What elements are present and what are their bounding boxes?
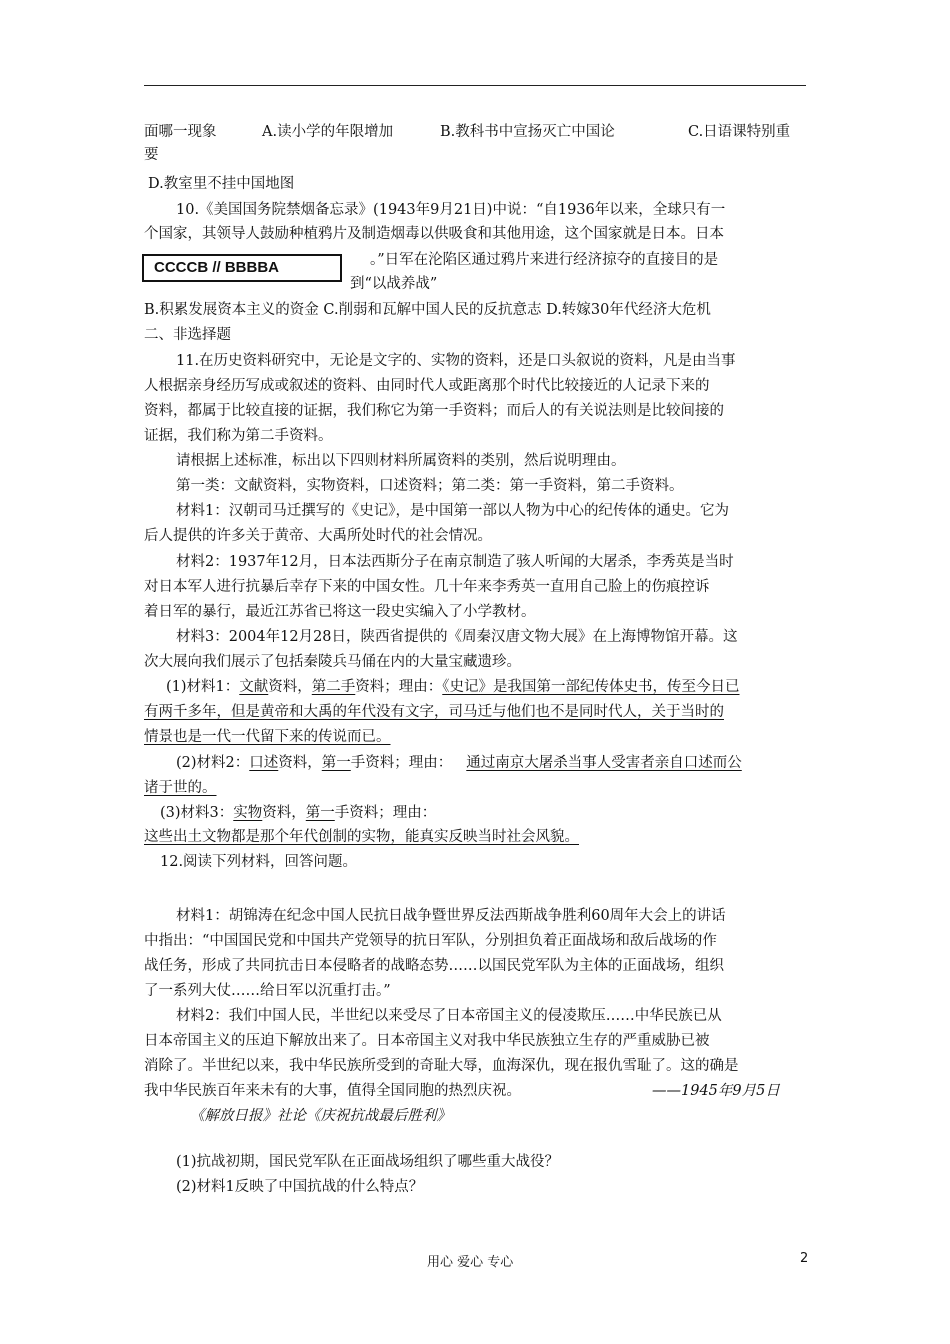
- page-number: 2: [800, 1251, 809, 1266]
- q12-m1-line3: 战任务，形成了共同抗击日本侵略者的战略态势……以国民党军队为主体的正面战场，组织: [144, 958, 724, 974]
- q9-line1: [144, 122, 217, 142]
- q12-m2-date: ——1945年9月5日: [652, 1083, 780, 1099]
- q11-instruction: 请根据上述标准，标出以下四则材料所属资料的类别，然后说明理由。: [176, 453, 626, 469]
- q11-m1-line2: 后人提供的许多关于黄帝、大禹所处时代的社会情况。: [144, 528, 492, 544]
- q10-line1: 10.《美国国务院禁烟备忘录》(1943年9月21日)中说：“自1936年以来，全球只有一: [176, 202, 726, 218]
- q11-answer1-line1: [166, 677, 740, 697]
- q12-question1: (1)抗战初期，国民党军队在正面战场组织了哪些重大战役？: [176, 1154, 560, 1170]
- q9-option-b: B.教科书中宣扬灭亡中国论: [440, 124, 615, 140]
- a3-mid1: 资料，: [262, 805, 306, 821]
- q12-m2-line1: 材料2：我们中国人民，半世纪以来受尽了日本帝国主义的侵凌欺压……中华民族已从: [176, 1008, 722, 1024]
- q11-p1-line3: 资料，都属于比较直接的证据，我们称它为第一手资料；而后人的有关说法则是比较间接的: [144, 403, 724, 419]
- q11-categories: 第一类：文献资料，实物资料，口述资料；第二类：第一手资料，第二手资料。: [176, 478, 684, 494]
- q12-m2-line4: 我中华民族百年来未有的大事，值得全国同胞的热烈庆祝。: [144, 1083, 521, 1099]
- q11-answer1-line3: 情景也是一代一代留下来的传说而已。: [144, 729, 391, 745]
- a1-type2: 第二手: [311, 679, 356, 695]
- a3-type2: 第一: [305, 805, 335, 821]
- a2-prefix: (2)材料2：: [176, 755, 250, 771]
- q11-answer2-line2: 诸于世的。: [144, 780, 217, 796]
- q12-m1-line2: 中指出：“中国国民党和中国共产党领导的抗日军队，分别担负着正面战场和敌后战场的作: [144, 933, 717, 949]
- q11-answer2-line1: [176, 753, 742, 773]
- q11-p1-line1: 11.在历史资料研究中，无论是文字的、实物的资料，还是口头叙说的资料，凡是由当事: [176, 353, 736, 369]
- q12-m1-line1: 材料1：胡锦涛在纪念中国人民抗日战争暨世界反法西斯战争胜利60周年大会上的讲话: [176, 908, 726, 924]
- q10-line3: 。”日军在沦陷区通过鸦片来进行经济掠夺的直接目的是: [370, 252, 719, 268]
- a1-mid2: 资料；理由：: [355, 679, 443, 695]
- q12-m2-source: 《解放日报》社论《庆祝抗战最后胜利》: [190, 1108, 451, 1124]
- q11-m1-line1: 材料1：汉朝司马迁撰写的《史记》，是中国第一部以人物为中心的纪传体的通史。它为: [176, 503, 729, 519]
- a2-type2: 第一: [321, 755, 351, 771]
- q10-line5: B.积累发展资本主义的资金 C.削弱和瓦解中国人民的反抗意志 D.转嫁30年代经济大危机: [144, 302, 711, 318]
- q9-option-a: A.读小学的年限增加: [262, 124, 394, 140]
- q9-option-c: C.日语课特别重: [688, 124, 791, 140]
- q12-question2: (2)材料1反映了中国抗战的什么特点？: [176, 1179, 424, 1195]
- q11-m2-line3: 着日军的暴行，最近江苏省已将这一段史实编入了小学教材。: [144, 604, 536, 620]
- q9-line2: 要: [144, 147, 159, 163]
- q11-p1-line2: 人根据亲身经历写成或叙述的资料、由同时代人或距离那个时代比较接近的人记录下来的: [144, 378, 710, 394]
- a3-prefix: (3)材料3：: [160, 805, 234, 821]
- q11-m3-line1: 材料3：2004年12月28日，陕西省提供的《周秦汉唐文物大展》在上海博物馆开幕。这: [176, 629, 738, 645]
- q11-m2-line1: 材料2：1937年12月，日本法西斯分子在南京制造了骇人听闻的大屠杀，李秀英是当时: [176, 554, 734, 570]
- a2-mid1: 资料，: [278, 755, 322, 771]
- q12-m2-line3: 消除了。半世纪以来，我中华民族所受到的奇耻大辱，血海深仇，现在报仇雪耻了。这的确是: [144, 1058, 739, 1074]
- a2-type1: 口述: [249, 755, 279, 771]
- section-heading: 二、非选择题: [144, 327, 231, 343]
- a1-type1: 文献: [239, 679, 269, 695]
- q10-line4: 到“以战养战”: [350, 276, 438, 292]
- a3-type1: 实物: [233, 805, 263, 821]
- q11-answer3-line2: 这些出土文物都是那个年代创制的实物，能真实反映当时社会风貌。: [144, 829, 579, 845]
- header-rule: [144, 85, 806, 86]
- a1-prefix: (1)材料1：: [166, 679, 240, 695]
- a2-mid2: 手资料；理由：: [350, 755, 453, 771]
- q11-m2-line2: 对日本军人进行抗暴后幸存下来的中国女性。几十年来李秀英一直用自己脸上的伤痕控诉: [144, 579, 710, 595]
- q9-stem: 面哪一现象: [144, 124, 217, 140]
- q11-answer1-line2: 有两千多年，但是黄帝和大禹的年代没有文字，司马迁与他们也不是同时代人，关于当时的: [144, 704, 724, 720]
- answer-key-box: CCCCB // BBBBA: [142, 254, 342, 282]
- q9-option-d: D.教室里不挂中国地图: [148, 176, 295, 192]
- a3-mid2: 手资料；理由：: [334, 805, 437, 821]
- q12-title: 12.阅读下列材料，回答问题。: [160, 854, 358, 870]
- footer-text: 用心 爱心 专心: [427, 1255, 514, 1270]
- a1-mid1: 资料，: [268, 679, 312, 695]
- q12-m1-line4: 了一系列大仗……给日军以沉重打击。”: [144, 983, 391, 999]
- q10-line2: 个国家，其领导人鼓励种植鸦片及制造烟毒以供吸食和其他用途，这个国家就是日本。日本: [144, 226, 724, 242]
- a2-reason1: 通过南京大屠杀当事人受害者亲自口述而公: [466, 755, 742, 771]
- q11-m3-line2: 次大展向我们展示了包括秦陵兵马俑在内的大量宝藏遗珍。: [144, 654, 521, 670]
- q11-answer3-line1: [160, 803, 436, 823]
- q11-p1-line4: 证据，我们称为第二手资料。: [144, 428, 333, 444]
- a1-reason1: 《史记》是我国第一部纪传体史书，传至今日已: [442, 679, 740, 695]
- q12-m2-line2: 日本帝国主义的压迫下解放出来了。日本帝国主义对我中华民族独立生存的严重威胁已被: [144, 1033, 710, 1049]
